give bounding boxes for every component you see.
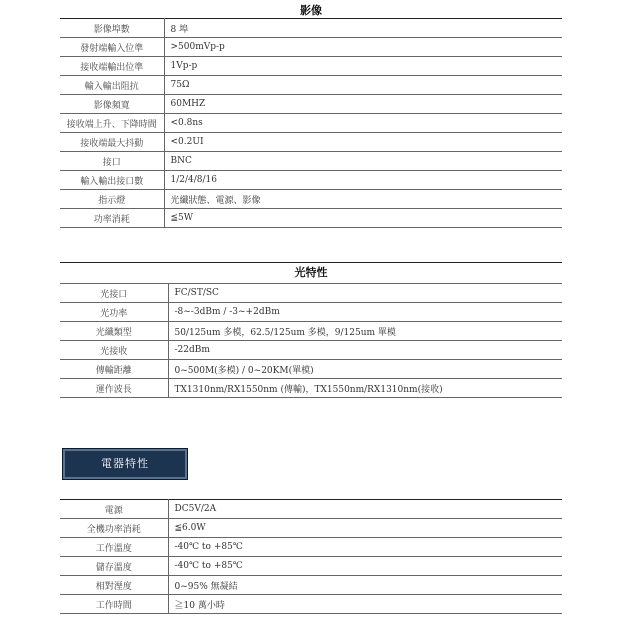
electrical-spec-row [60, 538, 562, 557]
spec-value: FC/ST/SC [168, 284, 562, 303]
spec-label: 工作溫度 [60, 538, 168, 557]
spec-value: BNC [164, 152, 562, 171]
optical-spec-row [60, 322, 562, 341]
spec-value: <0.2UI [164, 133, 562, 152]
optical-section-title: 光特性 [60, 263, 562, 284]
video-spec-row [60, 171, 562, 190]
spec-label: 接收端輸出位準 [60, 57, 164, 76]
spec-label: 輸入輸出阻抗 [60, 76, 164, 95]
video-section [60, 4, 562, 228]
video-spec-row [60, 152, 562, 171]
spec-label: 輸入輸出接口數 [60, 171, 164, 190]
electrical-spec-row [60, 500, 562, 519]
spec-label: 接口 [60, 152, 164, 171]
optical-spec-row [60, 379, 562, 398]
spec-label: 光接口 [60, 284, 168, 303]
spec-label: 接收端最大抖動 [60, 133, 164, 152]
video-spec-row [60, 95, 562, 114]
spec-label: 光功率 [60, 303, 168, 322]
spec-label: 影像頻寬 [60, 95, 164, 114]
optical-spec-row [60, 303, 562, 322]
video-spec-row [60, 19, 562, 38]
spec-value: DC5V/2A [168, 500, 562, 519]
spec-value: ≦5W [164, 209, 562, 228]
electrical-spec-row [60, 595, 562, 614]
optical-spec-row [60, 341, 562, 360]
spec-value: -40℃ to +85℃ [168, 538, 562, 557]
spec-value: -8~-3dBm / -3~+2dBm [168, 303, 562, 322]
video-spec-row [60, 38, 562, 57]
spec-label: 全機功率消耗 [60, 519, 168, 538]
spec-label: 接收端上升、下降時間 [60, 114, 164, 133]
spec-value: >500mVp-p [164, 38, 562, 57]
spec-value: <0.8ns [164, 114, 562, 133]
electrical-spec-row [60, 557, 562, 576]
spec-label: 發射端輸入位準 [60, 38, 164, 57]
spec-value: -40℃ to +85℃ [168, 557, 562, 576]
spec-label: 光纖類型 [60, 322, 168, 341]
optical-spec-row [60, 360, 562, 379]
spec-label: 光接收 [60, 341, 168, 360]
spec-label: 相對溼度 [60, 576, 168, 595]
spec-value: 8 埠 [164, 19, 562, 38]
spec-label: 指示燈 [60, 190, 164, 209]
video-spec-row [60, 76, 562, 95]
spec-label: 傳輸距離 [60, 360, 168, 379]
electrical-section [60, 499, 562, 614]
electrical-spec-row [60, 576, 562, 595]
electrical-section-title: 電器特性 [101, 457, 149, 470]
spec-value: 75Ω [164, 76, 562, 95]
video-spec-row [60, 209, 562, 228]
electrical-spec-table [60, 499, 562, 614]
spec-value: 0~95% 無凝結 [168, 576, 562, 595]
spec-value: 60MHZ [164, 95, 562, 114]
spec-value: 1/2/4/8/16 [164, 171, 562, 190]
spec-value: ≧10 萬小時 [168, 595, 562, 614]
spec-value: 1Vp-p [164, 57, 562, 76]
spec-value: ≦6.0W [168, 519, 562, 538]
spec-label: 功率消耗 [60, 209, 164, 228]
video-spec-table [60, 18, 562, 228]
spec-value: TX1310nm/RX1550nm (傳輸)，TX1550nm/RX1310nm(接收) [168, 379, 562, 398]
spec-value: 光纖狀態、電源、影像 [164, 190, 562, 209]
spec-value: 50/125um 多模，62.5/125um 多模，9/125um 單模 [168, 322, 562, 341]
spec-label: 電源 [60, 500, 168, 519]
optical-spec-table [60, 284, 562, 398]
electrical-spec-row [60, 519, 562, 538]
video-spec-row [60, 190, 562, 209]
optical-section [60, 262, 562, 398]
video-spec-row [60, 57, 562, 76]
spec-label: 運作波長 [60, 379, 168, 398]
video-spec-row [60, 133, 562, 152]
optical-spec-row [60, 284, 562, 303]
video-spec-row [60, 114, 562, 133]
spec-value: 0~500M(多模) / 0~20KM(單模) [168, 360, 562, 379]
electrical-section-heading [62, 448, 188, 480]
spec-label: 儲存溫度 [60, 557, 168, 576]
video-section-title: 影像 [300, 4, 322, 17]
spec-label: 影像埠數 [60, 19, 164, 38]
spec-label: 工作時間 [60, 595, 168, 614]
spec-value: -22dBm [168, 341, 562, 360]
